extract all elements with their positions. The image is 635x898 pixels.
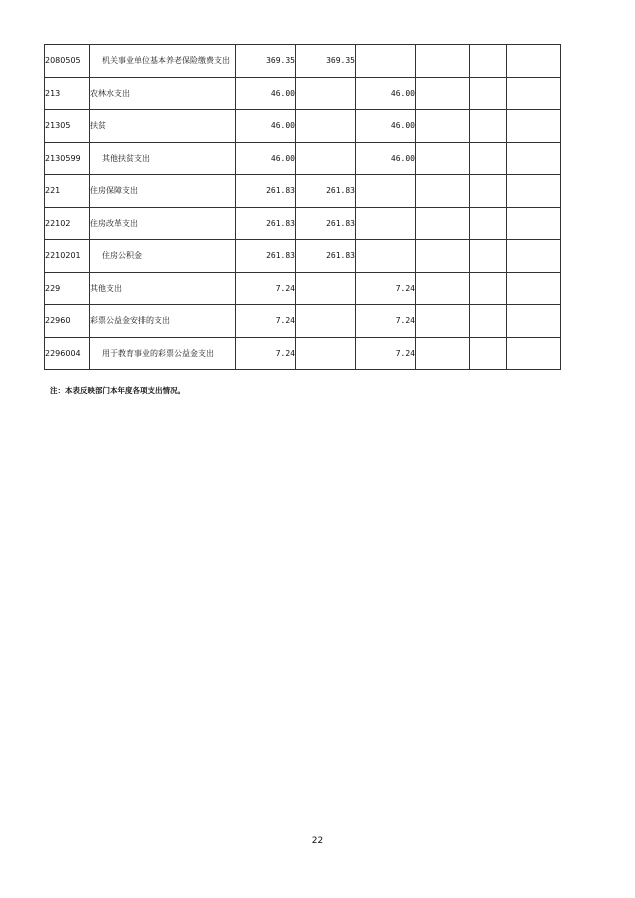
basic-cell: 261.83: [296, 207, 356, 240]
empty-cell: [470, 207, 507, 240]
basic-cell: 261.83: [296, 175, 356, 208]
empty-cell: [507, 272, 561, 305]
table-body: [45, 45, 561, 370]
code-cell: 2296004: [45, 337, 90, 370]
empty-cell: [470, 305, 507, 338]
project-cell: 46.00: [356, 142, 416, 175]
table-row: [45, 337, 561, 370]
name-cell: 其他支出: [90, 272, 236, 305]
name-cell: 扶贫: [90, 110, 236, 143]
empty-cell: [507, 77, 561, 110]
total-cell: 7.24: [236, 272, 296, 305]
total-cell: 7.24: [236, 305, 296, 338]
name-cell: 住房保障支出: [90, 175, 236, 208]
name-cell: 机关事业单位基本养老保险缴费支出: [90, 45, 236, 78]
basic-cell: [296, 337, 356, 370]
total-cell: 261.83: [236, 175, 296, 208]
empty-cell: [416, 110, 470, 143]
project-cell: [356, 45, 416, 78]
project-cell: [356, 175, 416, 208]
total-cell: 369.35: [236, 45, 296, 78]
empty-cell: [416, 337, 470, 370]
table-row: [45, 175, 561, 208]
name-cell: 用于教育事业的彩票公益金支出: [90, 337, 236, 370]
empty-cell: [470, 337, 507, 370]
table-row: [45, 305, 561, 338]
empty-cell: [470, 142, 507, 175]
code-cell: 21305: [45, 110, 90, 143]
table-note: 注：本表反映部门本年度各项支出情况。: [50, 386, 185, 395]
total-cell: 261.83: [236, 207, 296, 240]
table-row: [45, 77, 561, 110]
basic-cell: [296, 77, 356, 110]
empty-cell: [416, 45, 470, 78]
empty-cell: [416, 207, 470, 240]
project-cell: [356, 207, 416, 240]
name-cell: 住房公积金: [90, 240, 236, 273]
code-cell: 22102: [45, 207, 90, 240]
empty-cell: [416, 142, 470, 175]
code-cell: 2130599: [45, 142, 90, 175]
table-row: [45, 142, 561, 175]
project-cell: 7.24: [356, 272, 416, 305]
empty-cell: [507, 207, 561, 240]
code-cell: 213: [45, 77, 90, 110]
empty-cell: [470, 110, 507, 143]
empty-cell: [470, 45, 507, 78]
code-cell: 22960: [45, 305, 90, 338]
table-row: [45, 207, 561, 240]
code-cell: 2080505: [45, 45, 90, 78]
basic-cell: [296, 305, 356, 338]
basic-cell: [296, 142, 356, 175]
table-row: [45, 272, 561, 305]
empty-cell: [416, 240, 470, 273]
name-cell: 彩票公益金安排的支出: [90, 305, 236, 338]
total-cell: 261.83: [236, 240, 296, 273]
empty-cell: [416, 272, 470, 305]
basic-cell: [296, 272, 356, 305]
name-cell: 住房改革支出: [90, 207, 236, 240]
basic-cell: 369.35: [296, 45, 356, 78]
code-cell: 2210201: [45, 240, 90, 273]
empty-cell: [470, 175, 507, 208]
empty-cell: [416, 305, 470, 338]
empty-cell: [416, 175, 470, 208]
empty-cell: [507, 175, 561, 208]
total-cell: 46.00: [236, 77, 296, 110]
empty-cell: [416, 77, 470, 110]
total-cell: 46.00: [236, 110, 296, 143]
basic-cell: 261.83: [296, 240, 356, 273]
name-cell: 农林水支出: [90, 77, 236, 110]
empty-cell: [507, 305, 561, 338]
project-cell: [356, 240, 416, 273]
table-row: [45, 110, 561, 143]
project-cell: 46.00: [356, 110, 416, 143]
empty-cell: [507, 240, 561, 273]
table-row: [45, 45, 561, 78]
code-cell: 221: [45, 175, 90, 208]
total-cell: 7.24: [236, 337, 296, 370]
empty-cell: [470, 272, 507, 305]
empty-cell: [507, 110, 561, 143]
page-number: 22: [311, 836, 324, 846]
empty-cell: [507, 142, 561, 175]
project-cell: 46.00: [356, 77, 416, 110]
name-cell: 其他扶贫支出: [90, 142, 236, 175]
expenditure-table: [44, 44, 561, 370]
total-cell: 46.00: [236, 142, 296, 175]
basic-cell: [296, 110, 356, 143]
empty-cell: [470, 77, 507, 110]
project-cell: 7.24: [356, 337, 416, 370]
code-cell: 229: [45, 272, 90, 305]
project-cell: 7.24: [356, 305, 416, 338]
empty-cell: [507, 45, 561, 78]
table-row: [45, 240, 561, 273]
empty-cell: [470, 240, 507, 273]
empty-cell: [507, 337, 561, 370]
